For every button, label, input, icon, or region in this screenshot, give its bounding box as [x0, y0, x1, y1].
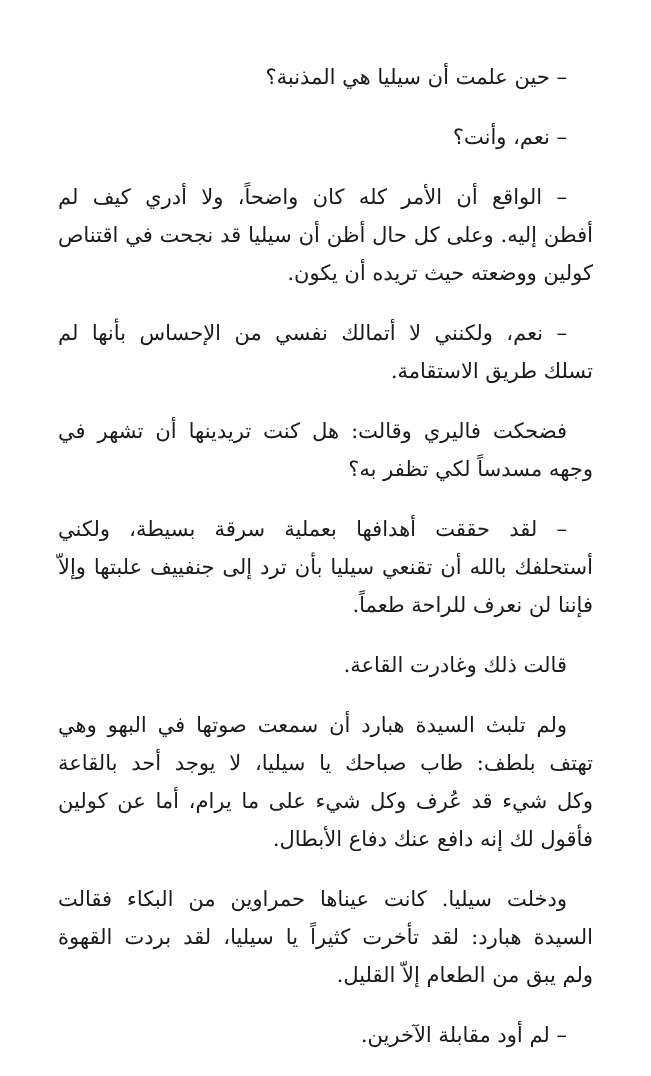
- narrative-paragraph-7: [58, 646, 593, 684]
- text-line: – حين علمت أن سيليا هي المذنبة؟: [265, 65, 567, 89]
- dialogue-paragraph-2: [58, 118, 593, 156]
- text-line: وكل شيء قد عُرف وكل شيء على ما يرام، أما عن كولين: [58, 789, 593, 813]
- dialogue-paragraph-3: [58, 178, 593, 292]
- text-line: السيدة هبارد: لقد تأخرت كثيراً يا سيليا، لقد بردت القهوة: [58, 925, 593, 949]
- book-page: [58, 58, 593, 1076]
- text-line: قالت ذلك وغادرت القاعة.: [343, 653, 567, 677]
- dialogue-paragraph-10: [58, 1016, 593, 1054]
- text-line: وجهه مسدساً لكي تظفر به؟: [348, 457, 593, 481]
- text-line: – نعم، ولكنني لا أتمالك نفسي من الإحساس بأنها لم: [58, 321, 567, 345]
- text-line: – الواقع أن الأمر كله كان واضحاً، ولا أدري كيف لم: [58, 185, 567, 209]
- text-line: أفطن إليه. وعلى كل حال أظن أن سيليا قد نجحت في اقتناص: [58, 223, 593, 247]
- text-line: ولم تلبث السيدة هبارد أن سمعت صوتها في البهو وهي: [58, 713, 567, 737]
- dialogue-paragraph-1: [58, 58, 593, 96]
- dialogue-paragraph-6: [58, 510, 593, 624]
- dialogue-paragraph-4: [58, 314, 593, 390]
- text-line: فأقول لك إنه دافع عنك دفاع الأبطال.: [272, 827, 593, 851]
- text-line: – لم أود مقابلة الآخرين.: [360, 1023, 567, 1047]
- text-line: تسلك طريق الاستقامة.: [390, 359, 593, 383]
- text-line: أستحلفك بالله أن تقنعي سيليا بأن ترد إلى جنفييف علبتها وإلاّ: [58, 555, 593, 579]
- text-line: فإننا لن نعرف للراحة طعماً.: [352, 593, 593, 617]
- text-line: – نعم، وأنت؟: [452, 125, 567, 149]
- text-line: فضحكت فاليري وقالت: هل كنت تريدينها أن تشهر في: [58, 419, 567, 443]
- text-line: ولم يبق من الطعام إلاّ القليل.: [336, 963, 593, 987]
- text-line: ودخلت سيليا. كانت عيناها حمراوين من البكاء فقالت: [58, 887, 567, 911]
- text-line: تهتف بلطف: طاب صباحك يا سيليا، لا يوجد أحد بالقاعة: [58, 751, 593, 775]
- text-line: كولين ووضعته حيث تريده أن يكون.: [287, 261, 593, 285]
- text-line: – لقد حققت أهدافها بعملية سرقة بسيطة، ولكني: [58, 517, 567, 541]
- narrative-paragraph-5: [58, 412, 593, 488]
- narrative-paragraph-8: [58, 706, 593, 858]
- narrative-paragraph-9: [58, 880, 593, 994]
